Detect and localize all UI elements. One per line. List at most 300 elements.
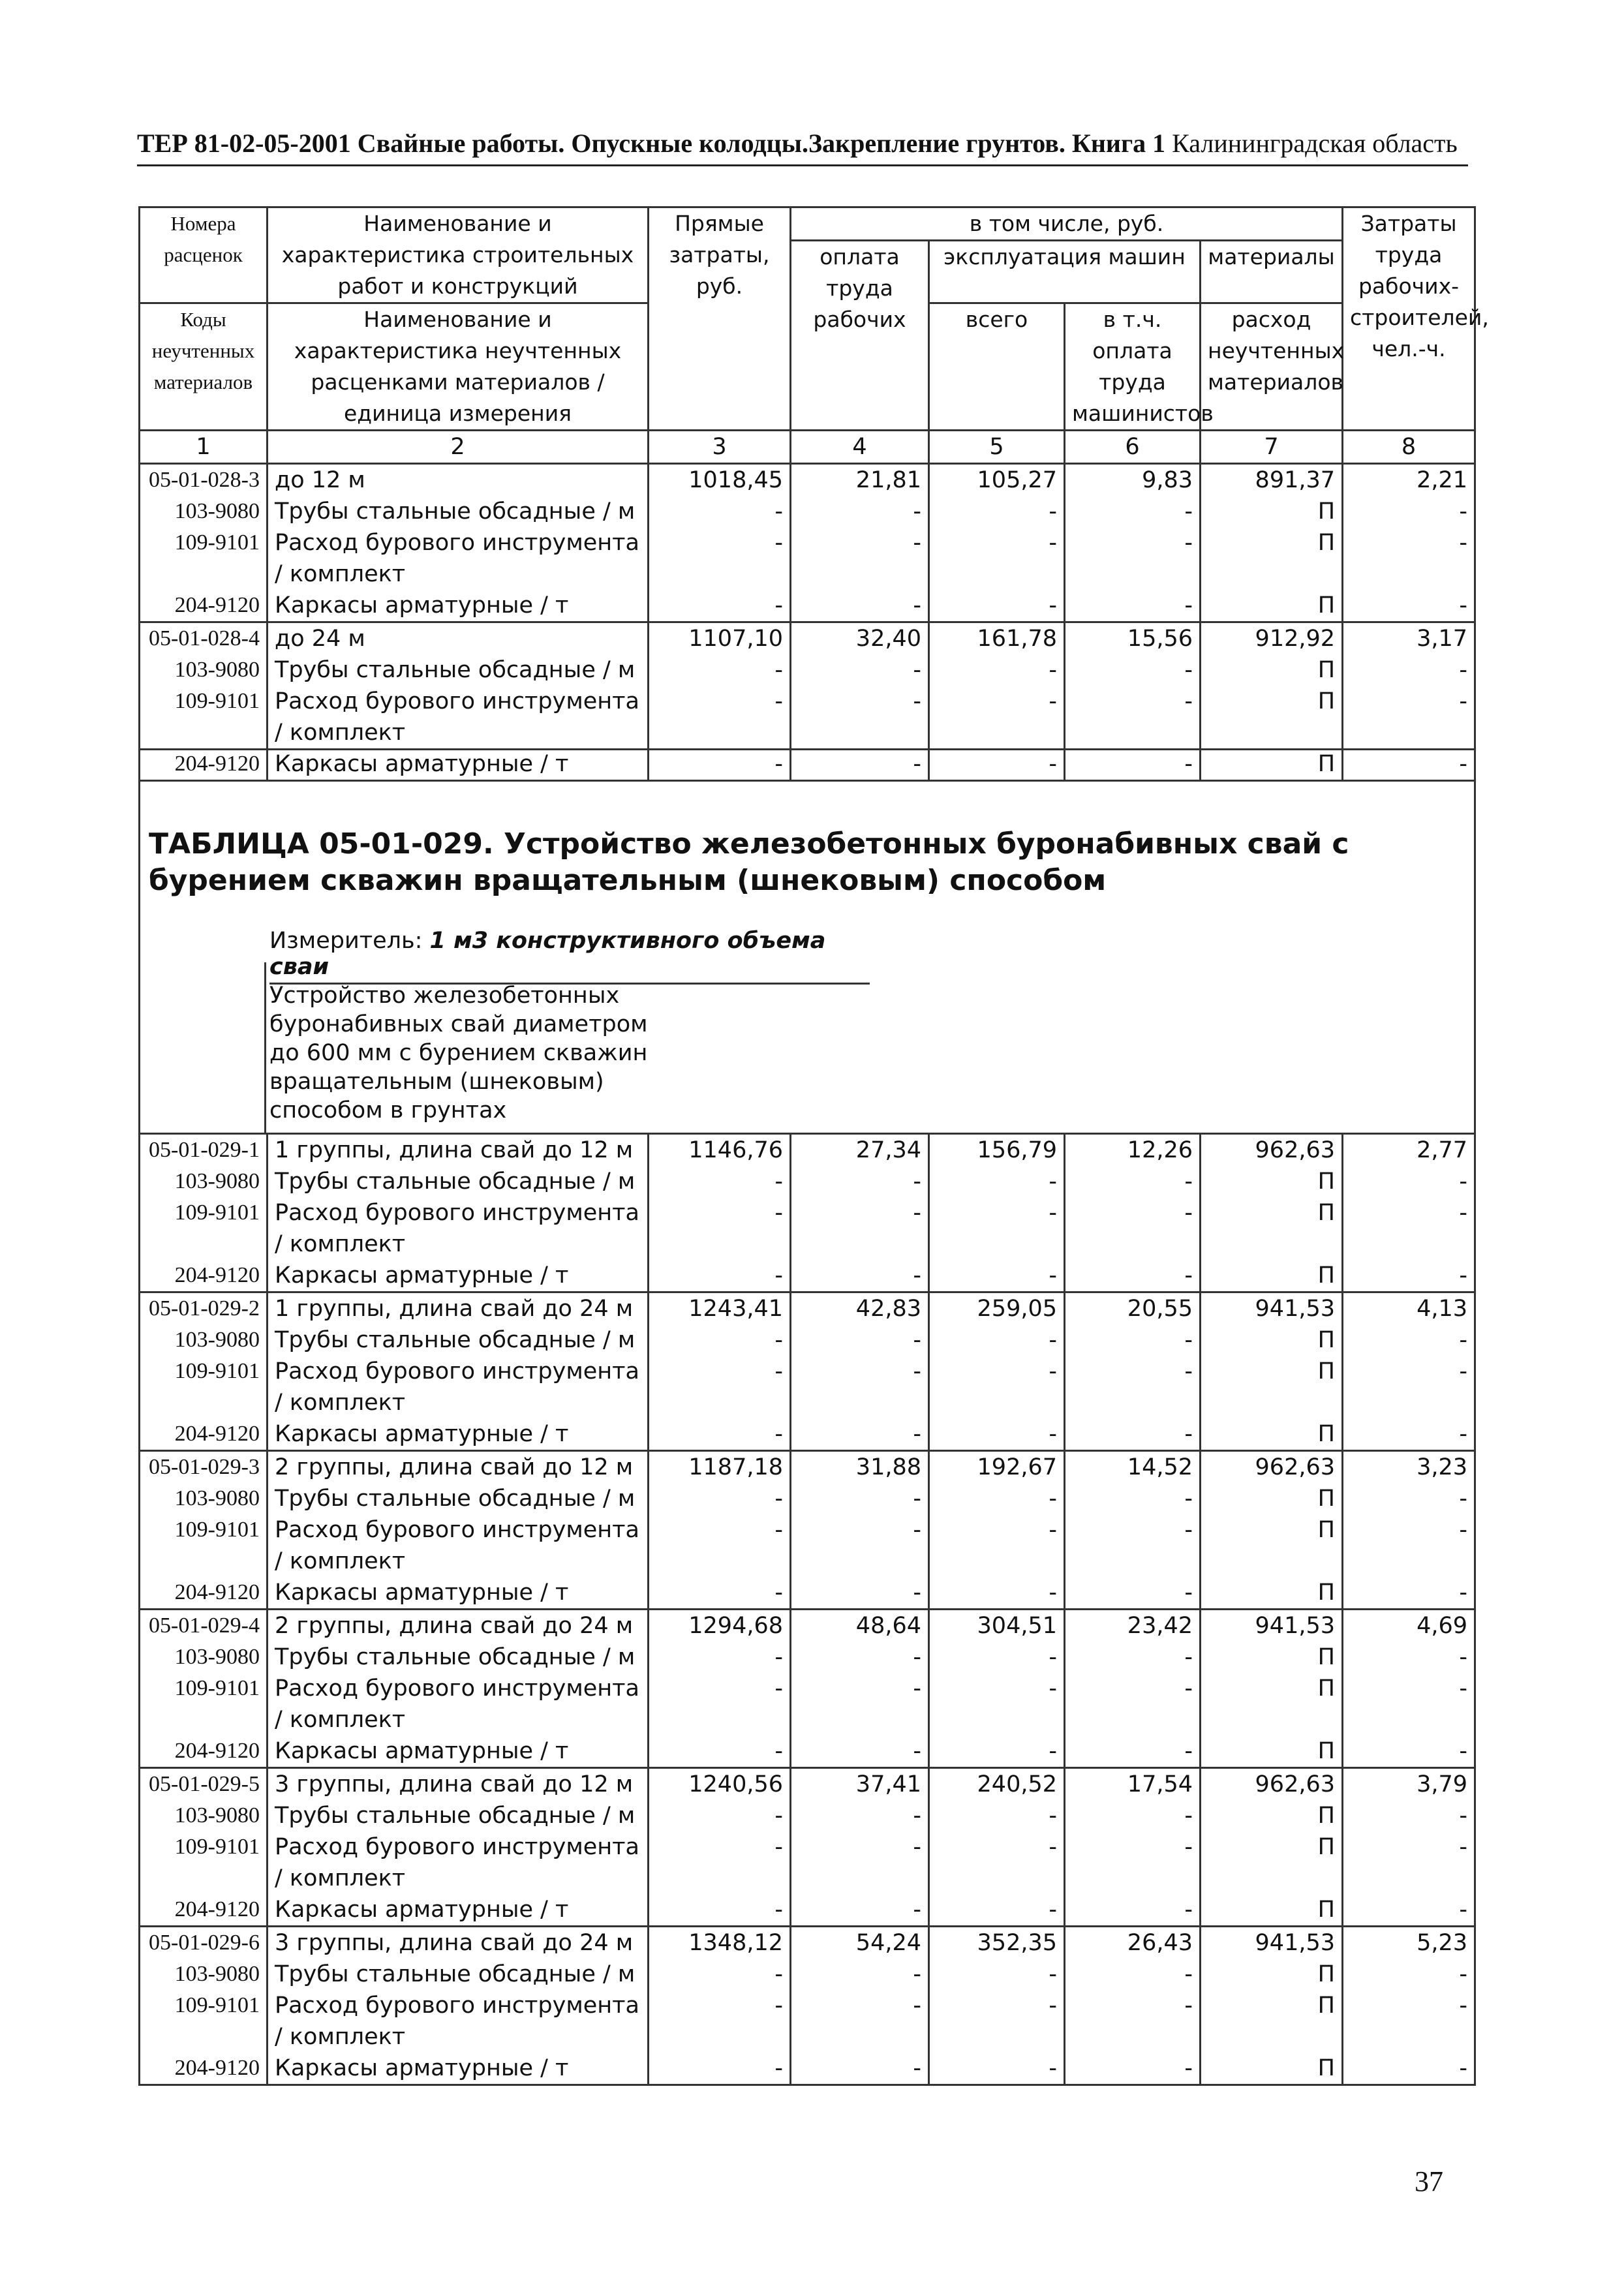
machinists-pay-cell: - <box>1065 590 1201 622</box>
labor-hours-cell: - <box>1343 1673 1475 1735</box>
machinists-pay-cell: 12,26 <box>1065 1134 1201 1167</box>
material-code: 204-9120 <box>140 1735 268 1768</box>
rate-row <box>140 1927 1475 1959</box>
labor-pay-cell: - <box>791 1356 929 1418</box>
rate-code: 05-01-028-4 <box>140 622 268 655</box>
material-code: 109-9101 <box>140 1197 268 1260</box>
material-row <box>140 590 1475 622</box>
header-title: ТЕР 81-02-05-2001 Свайные работы. Опускные колодцы.Закрепление грунтов. Книга 1 <box>137 129 1166 158</box>
labor-pay-cell: 37,41 <box>791 1768 929 1801</box>
materials-cell: П <box>1201 654 1343 686</box>
machines-total-cell: 259,05 <box>929 1292 1065 1325</box>
material-code: 109-9101 <box>140 686 268 748</box>
material-code: 204-9120 <box>140 748 268 781</box>
material-row <box>140 527 1475 590</box>
rate-code: 05-01-029-1 <box>140 1134 268 1167</box>
machinists-pay-cell: - <box>1065 686 1201 748</box>
materials-cell: П <box>1201 1959 1343 1990</box>
rate-name: 3 группы, длина свай до 12 м <box>268 1768 649 1801</box>
measure-line <box>269 928 870 985</box>
measure-value: 1 м3 конструктивного объема сваи <box>269 928 826 980</box>
materials-cell: 941,53 <box>1201 1927 1343 1959</box>
direct-costs-cell: - <box>649 1197 791 1260</box>
material-name: Каркасы арматурные / т <box>268 590 649 622</box>
rate-name: 1 группы, длина свай до 12 м <box>268 1134 649 1167</box>
material-row <box>140 686 1475 748</box>
col-number: 7 <box>1201 431 1343 464</box>
machinists-pay-cell: 15,56 <box>1065 622 1201 655</box>
material-name: Трубы стальные обсадные / м <box>268 1642 649 1673</box>
material-name: Трубы стальные обсадные / м <box>268 1324 649 1356</box>
direct-costs-cell: - <box>649 2053 791 2085</box>
material-name: Расход бурового инструмента / комплект <box>268 686 649 748</box>
rates-table-top-body <box>140 207 1489 781</box>
machines-total-cell: - <box>929 527 1065 590</box>
labor-hours-cell: 4,69 <box>1343 1610 1475 1642</box>
machines-total-cell: - <box>929 1324 1065 1356</box>
material-row <box>140 1673 1475 1735</box>
materials-cell: П <box>1201 1642 1343 1673</box>
material-name: Расход бурового инструмента / комплект <box>268 1673 649 1735</box>
material-code: 204-9120 <box>140 590 268 622</box>
col-materials-unaccounted: расход неучтенных материалов <box>1201 303 1343 431</box>
material-name: Расход бурового инструмента / комплект <box>268 1197 649 1260</box>
labor-hours-cell: - <box>1343 1800 1475 1831</box>
machines-total-cell: - <box>929 748 1065 781</box>
col-name-bottom: Наименование и характеристика неучтенных расценками материалов / единица измерения <box>268 303 649 431</box>
materials-cell: 962,63 <box>1201 1451 1343 1484</box>
measure-label: Измеритель: <box>269 928 423 954</box>
direct-costs-cell: 1243,41 <box>649 1292 791 1325</box>
labor-pay-cell: - <box>791 1894 929 1927</box>
material-name: Каркасы арматурные / т <box>268 1418 649 1451</box>
machinists-pay-cell: - <box>1065 527 1201 590</box>
labor-hours-cell: - <box>1343 1197 1475 1260</box>
labor-pay-cell: - <box>791 748 929 781</box>
machines-total-cell: - <box>929 1831 1065 1894</box>
material-name: Каркасы арматурные / т <box>268 748 649 781</box>
col-name-top: Наименование и характеристика строительных работ и конструкций <box>268 207 649 303</box>
direct-costs-cell: 1240,56 <box>649 1768 791 1801</box>
material-row <box>140 1577 1475 1610</box>
materials-cell: П <box>1201 1831 1343 1894</box>
machines-total-cell: - <box>929 1673 1065 1735</box>
rate-code: 05-01-029-3 <box>140 1451 268 1484</box>
labor-pay-cell: - <box>791 1483 929 1514</box>
direct-costs-cell: - <box>649 1959 791 1990</box>
materials-cell: П <box>1201 527 1343 590</box>
labor-pay-cell: 27,34 <box>791 1134 929 1167</box>
labor-pay-cell: - <box>791 1260 929 1292</box>
labor-pay-cell: - <box>791 1514 929 1577</box>
labor-hours-cell: - <box>1343 1642 1475 1673</box>
labor-hours-cell: - <box>1343 590 1475 622</box>
material-row <box>140 1483 1475 1514</box>
machinists-pay-cell: - <box>1065 1197 1201 1260</box>
labor-pay-cell: 31,88 <box>791 1451 929 1484</box>
material-row <box>140 1800 1475 1831</box>
labor-hours-cell: - <box>1343 1514 1475 1577</box>
machines-total-cell: - <box>929 1356 1065 1418</box>
material-row <box>140 1642 1475 1673</box>
material-name: Трубы стальные обсадные / м <box>268 1483 649 1514</box>
direct-costs-cell: - <box>649 1356 791 1418</box>
rate-name: 1 группы, длина свай до 24 м <box>268 1292 649 1325</box>
materials-cell: П <box>1201 1418 1343 1451</box>
direct-costs-cell: - <box>649 1483 791 1514</box>
direct-costs-cell: - <box>649 1831 791 1894</box>
machinists-pay-cell: - <box>1065 1642 1201 1673</box>
labor-hours-cell: - <box>1343 1483 1475 1514</box>
material-name: Каркасы арматурные / т <box>268 1577 649 1610</box>
direct-costs-cell: - <box>649 1642 791 1673</box>
materials-cell: П <box>1201 1673 1343 1735</box>
direct-costs-cell: - <box>649 1166 791 1197</box>
materials-cell: П <box>1201 1735 1343 1768</box>
machinists-pay-cell: 14,52 <box>1065 1451 1201 1484</box>
materials-cell: П <box>1201 748 1343 781</box>
col-materials: материалы <box>1201 241 1343 303</box>
machinists-pay-cell: - <box>1065 1418 1201 1451</box>
rate-name: до 24 м <box>268 622 649 655</box>
machines-total-cell: - <box>929 1959 1065 1990</box>
materials-cell: П <box>1201 590 1343 622</box>
machinists-pay-cell: - <box>1065 1260 1201 1292</box>
col-code-top: Номера расценок <box>140 207 268 303</box>
rate-name: 3 группы, длина свай до 24 м <box>268 1927 649 1959</box>
material-name: Трубы стальные обсадные / м <box>268 1166 649 1197</box>
rates-table-main-body <box>140 1134 1475 2085</box>
table-title: ТАБЛИЦА 05-01-029. Устройство железобетонных буронабивных свай с бурением скважин вращательным (шнековым) способом <box>149 827 1349 897</box>
materials-cell: П <box>1201 1894 1343 1927</box>
direct-costs-cell: - <box>649 1324 791 1356</box>
direct-costs-cell: - <box>649 1514 791 1577</box>
materials-cell: 891,37 <box>1201 464 1343 497</box>
labor-pay-cell: - <box>791 1673 929 1735</box>
direct-costs-cell: 1294,68 <box>649 1610 791 1642</box>
labor-pay-cell: 32,40 <box>791 622 929 655</box>
materials-cell: П <box>1201 1260 1343 1292</box>
rate-row <box>140 1134 1475 1167</box>
machines-total-cell: 161,78 <box>929 622 1065 655</box>
materials-cell: П <box>1201 1356 1343 1418</box>
material-code: 103-9080 <box>140 1959 268 1990</box>
col-including: в том числе, руб. <box>791 207 1343 241</box>
machines-total-cell: - <box>929 1894 1065 1927</box>
material-code: 109-9101 <box>140 527 268 590</box>
machines-total-cell: - <box>929 1483 1065 1514</box>
material-name: Расход бурового инструмента / комплект <box>268 1990 649 2053</box>
col-machinists-pay: в т.ч. оплата труда машинистов <box>1065 303 1201 431</box>
machinists-pay-cell: - <box>1065 748 1201 781</box>
materials-cell: 941,53 <box>1201 1610 1343 1642</box>
materials-cell: П <box>1201 1990 1343 2053</box>
labor-hours-cell: 5,23 <box>1343 1927 1475 1959</box>
labor-pay-cell: - <box>791 1197 929 1260</box>
col-machines-total: всего <box>929 303 1065 431</box>
col-number: 1 <box>140 431 268 464</box>
material-code: 109-9101 <box>140 1514 268 1577</box>
col-code-bottom: Коды неучтенных материалов <box>140 303 268 431</box>
material-name: Расход бурового инструмента / комплект <box>268 1831 649 1894</box>
direct-costs-cell: - <box>649 1894 791 1927</box>
materials-cell: П <box>1201 1483 1343 1514</box>
labor-hours-cell: - <box>1343 1959 1475 1990</box>
labor-pay-cell: - <box>791 1577 929 1610</box>
col-number: 4 <box>791 431 929 464</box>
machines-total-cell: 240,52 <box>929 1768 1065 1801</box>
labor-pay-cell: - <box>791 654 929 686</box>
machinists-pay-cell: - <box>1065 1324 1201 1356</box>
material-row <box>140 1197 1475 1260</box>
col-number: 3 <box>649 431 791 464</box>
material-code: 103-9080 <box>140 496 268 527</box>
direct-costs-cell: 1018,45 <box>649 464 791 497</box>
material-code: 204-9120 <box>140 1260 268 1292</box>
machines-total-cell: - <box>929 1990 1065 2053</box>
machines-total-cell: - <box>929 1514 1065 1577</box>
material-row <box>140 1166 1475 1197</box>
rate-row <box>140 1610 1475 1642</box>
header-rule <box>137 164 1468 166</box>
rate-name: 2 группы, длина свай до 12 м <box>268 1451 649 1484</box>
col-labor-pay: оплата труда рабочих <box>791 241 929 431</box>
materials-cell: П <box>1201 1197 1343 1260</box>
labor-pay-cell: - <box>791 1959 929 1990</box>
col-number: 2 <box>268 431 649 464</box>
materials-cell: 962,63 <box>1201 1768 1343 1801</box>
labor-pay-cell: - <box>791 527 929 590</box>
direct-costs-cell: - <box>649 654 791 686</box>
material-code: 103-9080 <box>140 1800 268 1831</box>
machines-total-cell: - <box>929 590 1065 622</box>
direct-costs-cell: - <box>649 1577 791 1610</box>
machines-total-cell: 192,67 <box>929 1451 1065 1484</box>
header-region: Калининградская область <box>1172 129 1458 158</box>
labor-hours-cell: - <box>1343 2053 1475 2085</box>
material-name: Расход бурового инструмента / комплект <box>268 1514 649 1577</box>
material-name: Расход бурового инструмента / комплект <box>268 1356 649 1418</box>
rate-name: 2 группы, длина свай до 24 м <box>268 1610 649 1642</box>
labor-pay-cell: - <box>791 2053 929 2085</box>
labor-hours-cell: - <box>1343 686 1475 748</box>
direct-costs-cell: - <box>649 496 791 527</box>
machinists-pay-cell: - <box>1065 1577 1201 1610</box>
labor-hours-cell: - <box>1343 654 1475 686</box>
material-name: Каркасы арматурные / т <box>268 1735 649 1768</box>
rate-code: 05-01-029-2 <box>140 1292 268 1325</box>
machinists-pay-cell: - <box>1065 1800 1201 1831</box>
rate-code: 05-01-029-5 <box>140 1768 268 1801</box>
labor-hours-cell: - <box>1343 748 1475 781</box>
direct-costs-cell: - <box>649 748 791 781</box>
machines-total-cell: - <box>929 654 1065 686</box>
running-header <box>137 128 1475 159</box>
labor-pay-cell: - <box>791 1990 929 2053</box>
material-row <box>140 1735 1475 1768</box>
direct-costs-cell: - <box>649 1735 791 1768</box>
labor-hours-cell: 3,79 <box>1343 1768 1475 1801</box>
machines-total-cell: 304,51 <box>929 1610 1065 1642</box>
machines-total-cell: - <box>929 686 1065 748</box>
machines-total-cell: - <box>929 1577 1065 1610</box>
machines-total-cell: 156,79 <box>929 1134 1065 1167</box>
labor-pay-cell: - <box>791 1735 929 1768</box>
material-code: 103-9080 <box>140 1166 268 1197</box>
labor-hours-cell: 3,17 <box>1343 622 1475 655</box>
material-code: 204-9120 <box>140 2053 268 2085</box>
col-number: 8 <box>1343 431 1475 464</box>
rate-code: 05-01-029-4 <box>140 1610 268 1642</box>
materials-cell: П <box>1201 1800 1343 1831</box>
machines-total-cell: - <box>929 1418 1065 1451</box>
direct-costs-cell: - <box>649 686 791 748</box>
labor-hours-cell: 3,23 <box>1343 1451 1475 1484</box>
materials-cell: П <box>1201 1514 1343 1577</box>
rate-name: до 12 м <box>268 464 649 497</box>
machinists-pay-cell: - <box>1065 1831 1201 1894</box>
material-name: Каркасы арматурные / т <box>268 2053 649 2085</box>
materials-cell: 912,92 <box>1201 622 1343 655</box>
col-number: 6 <box>1065 431 1201 464</box>
machinists-pay-cell: 23,42 <box>1065 1610 1201 1642</box>
machines-total-cell: - <box>929 2053 1065 2085</box>
rate-code: 05-01-028-3 <box>140 464 268 497</box>
labor-pay-cell: 48,64 <box>791 1610 929 1642</box>
material-row <box>140 1514 1475 1577</box>
material-code: 109-9101 <box>140 1356 268 1418</box>
rate-code: 05-01-029-6 <box>140 1927 268 1959</box>
material-row <box>140 496 1475 527</box>
material-code: 109-9101 <box>140 1831 268 1894</box>
materials-cell: П <box>1201 1166 1343 1197</box>
labor-pay-cell: 42,83 <box>791 1292 929 1325</box>
col-machines: эксплуатация машин <box>929 241 1201 303</box>
machines-total-cell: - <box>929 1197 1065 1260</box>
direct-costs-cell: - <box>649 590 791 622</box>
direct-costs-cell: 1146,76 <box>649 1134 791 1167</box>
direct-costs-cell: - <box>649 1260 791 1292</box>
labor-pay-cell: 21,81 <box>791 464 929 497</box>
page-number: 37 <box>1415 2165 1443 2197</box>
rate-row <box>140 1292 1475 1325</box>
labor-hours-cell: - <box>1343 1324 1475 1356</box>
material-code: 103-9080 <box>140 654 268 686</box>
material-name: Трубы стальные обсадные / м <box>268 654 649 686</box>
labor-pay-cell: - <box>791 1642 929 1673</box>
col-number: 5 <box>929 431 1065 464</box>
machinists-pay-cell: 26,43 <box>1065 1927 1201 1959</box>
labor-hours-cell: - <box>1343 527 1475 590</box>
machinists-pay-cell: - <box>1065 1894 1201 1927</box>
direct-costs-cell: - <box>649 1990 791 2053</box>
machinists-pay-cell: - <box>1065 496 1201 527</box>
column-divider <box>264 962 266 1133</box>
materials-cell: 941,53 <box>1201 1292 1343 1325</box>
material-name: Каркасы арматурные / т <box>268 1894 649 1927</box>
labor-pay-cell: - <box>791 1418 929 1451</box>
rate-row <box>140 464 1475 497</box>
material-row <box>140 1260 1475 1292</box>
labor-pay-cell: - <box>791 686 929 748</box>
material-name: Трубы стальные обсадные / м <box>268 496 649 527</box>
material-code: 109-9101 <box>140 1673 268 1735</box>
labor-hours-cell: - <box>1343 1735 1475 1768</box>
labor-hours-cell: - <box>1343 1577 1475 1610</box>
machines-total-cell: - <box>929 1800 1065 1831</box>
labor-hours-cell: - <box>1343 496 1475 527</box>
machines-total-cell: - <box>929 1735 1065 1768</box>
rates-table-main <box>138 1133 1476 2086</box>
labor-pay-cell: - <box>791 1800 929 1831</box>
direct-costs-cell: - <box>649 527 791 590</box>
material-row <box>140 1356 1475 1418</box>
machinists-pay-cell: 20,55 <box>1065 1292 1201 1325</box>
machinists-pay-cell: - <box>1065 2053 1201 2085</box>
machinists-pay-cell: - <box>1065 1735 1201 1768</box>
material-name: Трубы стальные обсадные / м <box>268 1800 649 1831</box>
machinists-pay-cell: - <box>1065 1990 1201 2053</box>
machinists-pay-cell: - <box>1065 1959 1201 1990</box>
labor-pay-cell: 54,24 <box>791 1927 929 1959</box>
machines-total-cell: 105,27 <box>929 464 1065 497</box>
material-row <box>140 2053 1475 2085</box>
labor-hours-cell: - <box>1343 1990 1475 2053</box>
machinists-pay-cell: 9,83 <box>1065 464 1201 497</box>
machinists-pay-cell: - <box>1065 1514 1201 1577</box>
material-code: 103-9080 <box>140 1324 268 1356</box>
machinists-pay-cell: - <box>1065 654 1201 686</box>
labor-hours-cell: 4,13 <box>1343 1292 1475 1325</box>
labor-pay-cell: - <box>791 496 929 527</box>
materials-cell: П <box>1201 496 1343 527</box>
materials-cell: П <box>1201 686 1343 748</box>
labor-hours-cell: - <box>1343 1166 1475 1197</box>
material-row <box>140 1894 1475 1927</box>
machines-total-cell: - <box>929 1166 1065 1197</box>
machines-total-cell: - <box>929 1260 1065 1292</box>
rates-table-top <box>138 206 1489 782</box>
group-description: Устройство железобетонных буронабивных свай диаметром до 600 мм с бурением скважин вращательным (шнековым) способом в грунтах <box>269 983 648 1123</box>
labor-pay-cell: - <box>791 1324 929 1356</box>
material-row <box>140 1418 1475 1451</box>
materials-cell: П <box>1201 1577 1343 1610</box>
direct-costs-cell: 1107,10 <box>649 622 791 655</box>
material-code: 204-9120 <box>140 1894 268 1927</box>
direct-costs-cell: 1348,12 <box>649 1927 791 1959</box>
labor-hours-cell: - <box>1343 1831 1475 1894</box>
labor-pay-cell: - <box>791 590 929 622</box>
rate-row <box>140 1451 1475 1484</box>
material-row <box>140 1831 1475 1894</box>
direct-costs-cell: - <box>649 1800 791 1831</box>
material-name: Расход бурового инструмента / комплект <box>268 527 649 590</box>
rate-row <box>140 622 1475 655</box>
col-labor-hours: Затраты труда рабочих-строителей, чел.-ч. <box>1343 207 1475 431</box>
material-code: 204-9120 <box>140 1577 268 1610</box>
material-code: 204-9120 <box>140 1418 268 1451</box>
materials-cell: П <box>1201 1324 1343 1356</box>
direct-costs-cell: 1187,18 <box>649 1451 791 1484</box>
material-row <box>140 654 1475 686</box>
machines-total-cell: - <box>929 1642 1065 1673</box>
material-row <box>140 1324 1475 1356</box>
machinists-pay-cell: - <box>1065 1483 1201 1514</box>
material-name: Трубы стальные обсадные / м <box>268 1959 649 1990</box>
labor-hours-cell: - <box>1343 1356 1475 1418</box>
labor-hours-cell: - <box>1343 1418 1475 1451</box>
labor-hours-cell: 2,77 <box>1343 1134 1475 1167</box>
